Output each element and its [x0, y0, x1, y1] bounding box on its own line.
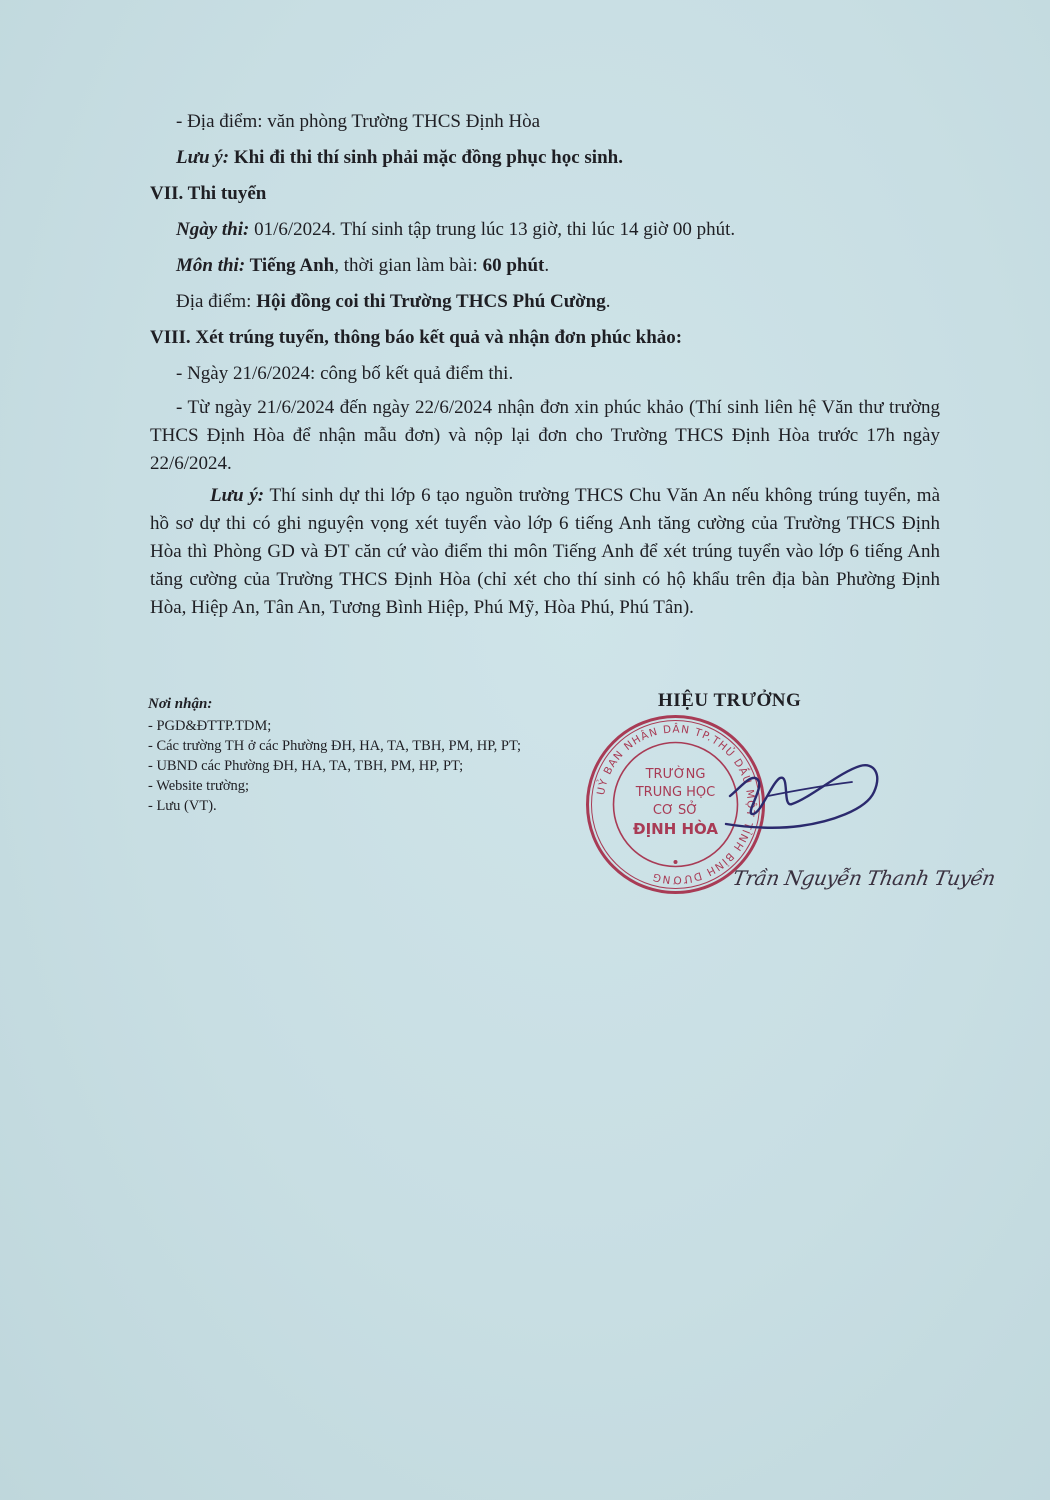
exam-date-line: Ngày thi: 01/6/2024. Thí sinh tập trung lúc 13 giờ, thi lúc 14 giờ 00 phút. — [176, 219, 736, 240]
recipients-block — [148, 694, 538, 816]
admission-note-paragraph: Lưu ý: Thí sinh dự thi lớp 6 tạo nguồn trường THCS Chu Văn An nếu không trúng tuyển, mà hồ sơ dự thi có ghi nguyện vọng xét tuyển vào lớp 6 tiếng Anh tăng cường của Trường THCS Định Hòa thì Phòng GD và ĐT căn cứ vào điểm thi môn Tiếng Anh để xét trúng tuyển vào lớp 6 tiếng Anh tăng cường của Trường THCS Định Hòa (chỉ xét cho thí sinh có hộ khẩu trên địa bàn Phường Định Hòa, Hiệp An, Tân An, Tương Bình Hiệp, Phú Mỹ, Hòa Phú, Phú Tân). — [150, 485, 940, 618]
section-heading-viii: VIII. Xét trúng tuyển, thông báo kết quả và nhận đơn phúc khảo: — [150, 327, 683, 348]
seal-line-3: CƠ SỞ — [652, 803, 699, 818]
document-body — [150, 104, 940, 622]
recipient-item: - Lưu (VT). — [148, 798, 217, 814]
recipient-item: - Website trường; — [148, 778, 250, 794]
seal-line-4: ĐỊNH HÒA — [633, 820, 718, 838]
seal-ring-text: UỶ BAN NHÂN DÂN TP.THỦ DẦU MỘT TỈNH BÌNH DƯƠNG — [595, 723, 757, 886]
signature-icon — [660, 752, 910, 842]
recipient-item: - Các trường TH ở các Phường ĐH, HA, TA, TBH, PM, HP, PT; — [148, 738, 522, 754]
section-heading-vii: VII. Thi tuyển — [150, 183, 267, 204]
exam-venue-line: Địa điểm: Hội đồng coi thi Trường THCS Phú Cường. — [176, 291, 611, 312]
exam-subject-line: Môn thi: Tiếng Anh, thời gian làm bài: 60 phút. — [176, 255, 550, 276]
appeal-paragraph: - Từ ngày 21/6/2024 đến ngày 22/6/2024 nhận đơn xin phúc khảo (Thí sinh liên hệ Văn thư trường THCS Định Hòa để nhận mẫu đơn) và nộp lại đơn cho Trường THCS Định Hòa trước 17h ngày 22/6/2024. — [150, 397, 940, 474]
recipients-title: Nơi nhận: — [148, 696, 213, 712]
results-date-line: - Ngày 21/6/2024: công bố kết quả điểm thi. — [176, 363, 514, 384]
seal-line-1: TRƯỜNG — [645, 767, 706, 782]
exam-location-line: - Địa điểm: văn phòng Trường THCS Định Hòa — [176, 111, 541, 132]
recipient-item: - UBND các Phường ĐH, HA, TA, TBH, PM, HP, PT; — [148, 758, 464, 774]
seal-line-2: TRUNG HỌC — [635, 785, 716, 800]
recipient-item: - PGD&ĐTTP.TDM; — [148, 718, 272, 734]
uniform-note-line: Lưu ý: Khi đi thi thí sinh phải mặc đồng phục học sinh. — [176, 147, 623, 168]
principal-title: HIỆU TRƯỞNG — [658, 690, 802, 711]
signer-name: Trần Nguyễn Thanh Tuyền — [730, 866, 998, 890]
